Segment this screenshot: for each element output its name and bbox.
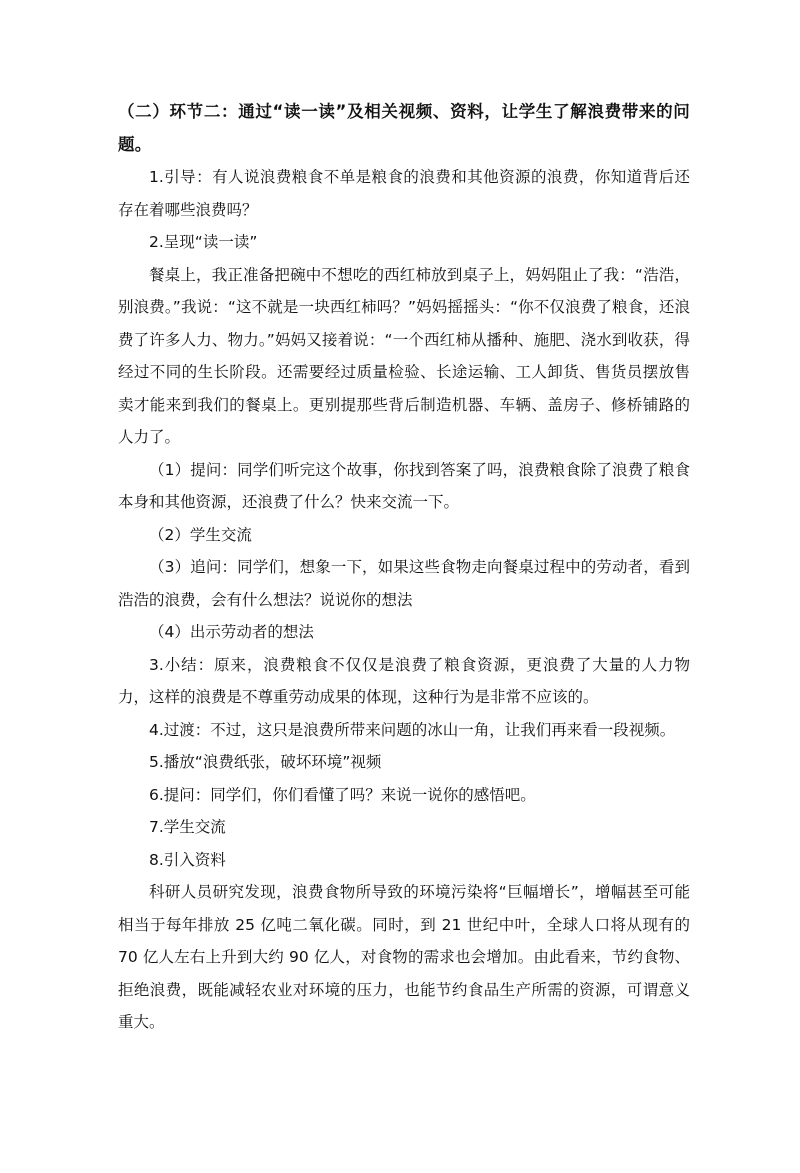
paragraph-material: 科研人员研究发现，浪费食物所导致的环境污染将“巨幅增长”，增幅甚至可能相当于每年排放 25 亿吨二氧化碳。同时，到 21 世纪中叶，全球人口将从现有的 70 亿人左右上升到大约 90 亿人，对食物的需求也会增加。由此看来，节约食物、拒绝浪费，既能减轻农业对环境的压力，也能节约食品生产所需的资源，可谓意义重大。: [118, 883, 690, 1031]
paragraph-guide: 1.引导：有人说浪费粮食不单是粮食的浪费和其他资源的浪费，你知道背后还存在着哪些浪费吗？: [118, 168, 690, 219]
paragraph-transition: 4.过渡：不过，这只是浪费所带来问题的冰山一角，让我们再来看一段视频。: [149, 720, 676, 739]
paragraph-read-title: 2.呈现“读一读”: [149, 233, 258, 251]
paragraph-question-3: （3）追问：同学们，想象一下，如果这些食物走向餐桌过程中的劳动者，看到浩浩的浪费，会有什么想法？说说你的想法: [118, 558, 690, 609]
paragraph-summary: 3.小结：原来，浪费粮食不仅仅是浪费了粮食资源，更浪费了大量的人力物力，这样的浪费是不尊重劳动成果的体现，这种行为是非常不应该的。: [118, 655, 690, 706]
paragraph-exchange: 7.学生交流: [149, 818, 226, 836]
paragraph-question-2: （2）学生交流: [149, 525, 252, 544]
paragraph-question-4: （4）出示劳动者的想法: [149, 623, 314, 641]
paragraph-story: 餐桌上，我正准备把碗中不想吃的西红柿放到桌子上，妈妈阻止了我：“浩浩，别浪费。”我说：“这不就是一块西红柿吗？”妈妈摇摇头：“你不仅浪费了粮食，还浪费了许多人力、物力。”妈妈又接着说：“一个西红柿从播种、施肥、浇水到收获，得经过不同的生长阶段。还需要经过质量检验、长途运输、工人卸货、售货员摆放售卖才能来到我们的餐桌上。更别提那些背后制造机器、车辆、盖房子、修桥铺路的人力了。: [118, 265, 690, 446]
paragraph-ask: 6.提问：同学们，你们看懂了吗？来说一说你的感悟吧。: [149, 785, 536, 804]
section-heading: （二）环节二：通过“读一读”及相关视频、资料，让学生了解浪费带来的问题。: [118, 102, 690, 154]
paragraph-material-title: 8.引入资料: [149, 850, 226, 869]
document-body: [118, 96, 690, 1039]
paragraph-question-1: （1）提问：同学们听完这个故事，你找到答案了吗，浪费粮食除了浪费了粮食本身和其他资源，还浪费了什么？快来交流一下。: [118, 460, 690, 511]
paragraph-video: 5.播放“浪费纸张，破坏环境”视频: [149, 753, 382, 771]
